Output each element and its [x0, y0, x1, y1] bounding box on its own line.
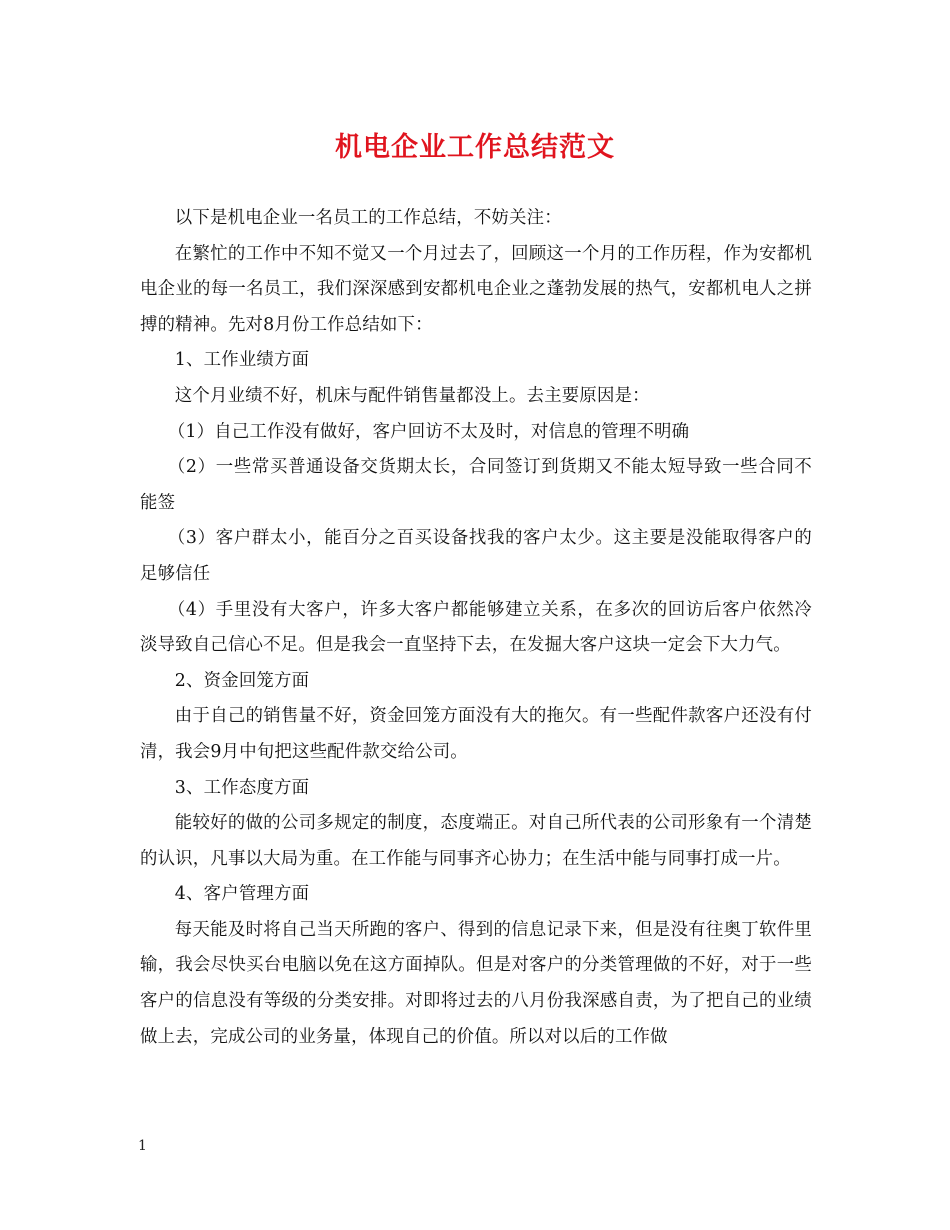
list-item-reason-2: （2）一些常买普通设备交货期太长，合同签订到货期又不能太短导致一些合同不能签	[140, 457, 812, 513]
page-number: 1	[138, 1138, 147, 1154]
document-body	[140, 201, 812, 1055]
document-title: 机电企业工作总结范文	[335, 132, 615, 163]
list-item-reason-4: （4）手里没有大客户，许多大客户都能够建立关系，在多次的回访后客户依然冷淡导致自己信心不足。但是我会一直坚持下去，在发掘大客户这块一定会下大力气。	[140, 599, 812, 656]
paragraph-attitude: 能较好的做的公司多规定的制度，态度端正。对自己所代表的公司形象有一个清楚的认识，凡事以大局为重。在工作能与同事齐心协力；在生活中能与同事打成一片。	[140, 813, 812, 869]
section-heading-customers: 4、客户管理方面	[174, 884, 310, 905]
paragraph-customers: 每天能及时将自己当天所跑的客户、得到的信息记录下来，但是没有往奥丁软件里输，我会尽快买台电脑以免在这方面掉队。但是对客户的分类管理做的不好，对于一些客户的信息没有等级的分类安排。对即将过去的八月份我深感自责，为了把自己的业绩做上去，完成公司的业务量，体现自己的价值。所以对以后的工作做	[140, 919, 812, 1047]
paragraph-overview: 在繁忙的工作中不知不觉又一个月过去了，回顾这一个月的工作历程，作为安都机电企业的每一名员工，我们深深感到安都机电企业之蓬勃发展的热气，安都机电人之拼搏的精神。先对8月份工作总结如下：	[140, 243, 812, 335]
list-item-reason-1: （1）自己工作没有做好，客户回访不太及时，对信息的管理不明确	[167, 421, 690, 442]
paragraph-funds: 由于自己的销售量不好，资金回笼方面没有大的拖欠。有一些配件款客户还没有付清，我会9月中旬把这些配件款交给公司。	[140, 706, 812, 762]
section-heading-performance: 1、工作业绩方面	[174, 350, 310, 371]
section-heading-attitude: 3、工作态度方面	[174, 777, 310, 798]
list-item-reason-3: （3）客户群太小，能百分之百买设备找我的客户太少。这主要是没能取得客户的足够信任	[140, 528, 812, 584]
paragraph-performance: 这个月业绩不好，机床与配件销售量都没上。去主要原因是：	[174, 385, 650, 406]
paragraph-intro: 以下是机电企业一名员工的工作总结，不妨关注：	[174, 208, 562, 228]
section-heading-funds: 2、资金回笼方面	[174, 670, 310, 691]
